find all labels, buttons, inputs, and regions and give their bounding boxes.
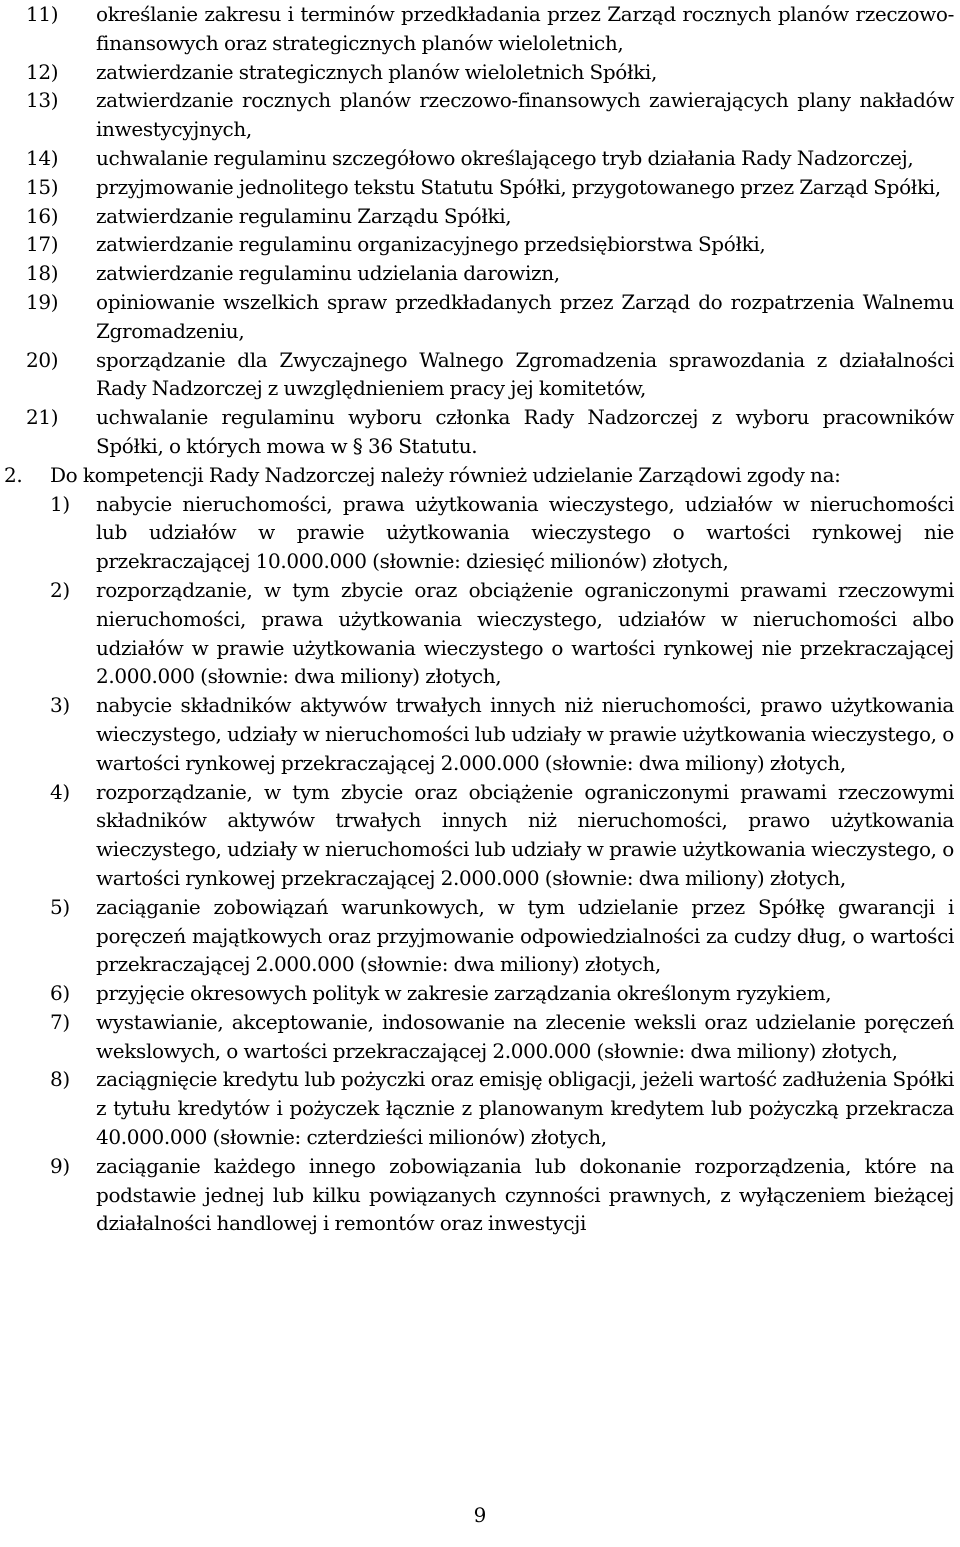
list-item xyxy=(0,0,960,58)
list-item xyxy=(0,576,960,691)
list-item-text: rozporządzanie, w tym zbycie oraz obciążenie ograniczonymi prawami rzeczowymi składników aktywów trwałych innych niż nieruchomości, prawo użytkowania wieczystego, udziały w nieruchomości lub udziały w prawie użytkowania wieczystego, o wartości rynkowej przekraczającej 2.000.000 (słownie: dwa miliony) złotych, xyxy=(96,779,954,890)
list-item-text: zatwierdzanie regulaminu organizacyjnego przedsiębiorstwa Spółki, xyxy=(96,232,766,257)
list-item-text: nabycie składników aktywów trwałych innych niż nieruchomości, prawo użytkowania wieczystego, udziały w nieruchomości lub udziały w prawie użytkowania wieczystego, o wartości rynkowej przekraczającej 2.000.000 (słownie: dwa miliony) złotych, xyxy=(96,693,954,775)
list-item-number: 13) xyxy=(26,88,59,113)
list-item-number: 9) xyxy=(50,1153,70,1178)
section-2-heading xyxy=(0,461,960,490)
list-item-number: 14) xyxy=(26,145,59,170)
list-item-text: wystawianie, akceptowanie, indosowanie na zlecenie weksli oraz udzielanie poręczeń wekslowych, o wartości przekraczającej 2.000.000 (słownie: dwa miliony) złotych, xyxy=(96,1009,954,1063)
list-item xyxy=(0,1152,960,1238)
list-item-number: 2) xyxy=(50,577,70,602)
list-item-text: zatwierdzanie regulaminu Zarządu Spółki, xyxy=(96,203,512,228)
list-item-text: sporządzanie dla Zwyczajnego Walnego Zgromadzenia sprawozdania z działalności Rady Nadzorczej z uwzględnieniem pracy jej komitetów, xyxy=(96,347,954,401)
list-item-number: 16) xyxy=(26,203,59,228)
list-item xyxy=(0,403,960,461)
list-item xyxy=(0,1065,960,1151)
page-number: 9 xyxy=(473,1503,487,1527)
list-item-text: rozporządzanie, w tym zbycie oraz obciążenie ograniczonymi prawami rzeczowymi nieruchomości, prawa użytkowania wieczystego, udziałów w nieruchomości albo udziałów w prawie użytkowania wieczystego o wartości rynkowej nie przekraczającej 2.000.000 (słownie: dwa miliony) złotych, xyxy=(96,577,954,689)
list-item xyxy=(0,230,960,259)
list-item-number: 8) xyxy=(50,1067,70,1092)
list-item xyxy=(0,58,960,87)
list-item xyxy=(0,144,960,173)
list-item xyxy=(0,86,960,144)
list-item-text: przyjęcie okresowych polityk w zakresie zarządzania określonym ryzykiem, xyxy=(96,981,832,1006)
list-item-number: 11) xyxy=(26,2,59,26)
list-item xyxy=(0,778,960,893)
list-item xyxy=(0,288,960,346)
list-item-text: zatwierdzanie rocznych planów rzeczowo-finansowych zawierających plany nakładów inwestycyjnych, xyxy=(96,88,954,142)
list-item-number: 1) xyxy=(50,491,70,516)
list-item-text: zatwierdzanie regulaminu udzielania darowizn, xyxy=(96,261,560,286)
list-item-number: 12) xyxy=(26,59,59,84)
list-item-text: określanie zakresu i terminów przedkładania przez Zarząd rocznych planów rzeczowo-finansowych oraz strategicznych planów wieloletnich, xyxy=(96,2,954,55)
list-item-number: 6) xyxy=(50,981,70,1006)
list-item xyxy=(0,893,960,979)
list-item-number: 5) xyxy=(50,894,70,919)
list-item xyxy=(0,1008,960,1066)
section-text: Do kompetencji Rady Nadzorczej należy również udzielanie Zarządowi zgody na: xyxy=(50,462,841,487)
list-item-number: 15) xyxy=(26,174,59,199)
list-item-text: przyjmowanie jednolitego tekstu Statutu Spółki, przygotowanego przez Zarząd Spółki, xyxy=(96,174,941,199)
list-item xyxy=(0,490,960,576)
list-item-number: 7) xyxy=(50,1009,70,1034)
list-item-number: 17) xyxy=(26,232,59,257)
list-item-number: 4) xyxy=(50,779,70,804)
list-item xyxy=(0,202,960,231)
list-item xyxy=(0,346,960,404)
list-item xyxy=(0,259,960,288)
list-item xyxy=(0,979,960,1008)
section-number: 2. xyxy=(4,462,23,487)
list-item xyxy=(0,173,960,202)
list-item-text: uchwalanie regulaminu wyboru członka Rady Nadzorczej z wyboru pracowników Spółki, o których mowa w § 36 Statutu. xyxy=(96,405,954,458)
list-item-number: 3) xyxy=(50,693,70,718)
list-item-text: zaciąganie zobowiązań warunkowych, w tym udzielanie przez Spółkę gwarancji i poręczeń majątkowych oraz przyjmowanie odpowiedzialności za cudzy dług, o wartości przekraczającej 2.000.000 (słownie: dwa miliony) złotych, xyxy=(96,894,954,977)
list-bottom xyxy=(0,490,960,1239)
list-item-number: 20) xyxy=(26,347,59,372)
list-item-text: zatwierdzanie strategicznych planów wieloletnich Spółki, xyxy=(96,59,657,84)
list-item-text: zaciągnięcie kredytu lub pożyczki oraz emisję obligacji, jeżeli wartość zadłużenia Spółki z tytułu kredytów i pożyczek łącznie z planowanym kredytem lub pożyczką przekracza 40.000.000 (słownie: czterdzieści milionów) złotych, xyxy=(96,1067,954,1150)
list-top xyxy=(0,0,960,461)
list-item xyxy=(0,691,960,777)
list-item-text: uchwalanie regulaminu szczegółowo określającego tryb działania Rady Nadzorczej, xyxy=(96,145,914,170)
list-item-number: 19) xyxy=(26,289,59,314)
list-item-text: nabycie nieruchomości, prawa użytkowania wieczystego, udziałów w nieruchomości lub udziałów w prawie użytkowania wieczystego o wartości rynkowej nie przekraczającej 10.000.000 (słownie: dziesięć milionów) złotych, xyxy=(96,491,954,574)
list-item-text: opiniowanie wszelkich spraw przedkładanych przez Zarząd do rozpatrzenia Walnemu Zgromadzeniu, xyxy=(96,289,954,343)
list-item-number: 18) xyxy=(26,261,59,286)
list-item-text: zaciąganie każdego innego zobowiązania lub dokonanie rozporządzenia, które na podstawie jednej lub kilku powiązanych czynności prawnych, z wyłączeniem bieżącej działalności handlowej i remontów oraz inwestycji xyxy=(96,1153,954,1236)
list-item-number: 21) xyxy=(26,405,59,430)
